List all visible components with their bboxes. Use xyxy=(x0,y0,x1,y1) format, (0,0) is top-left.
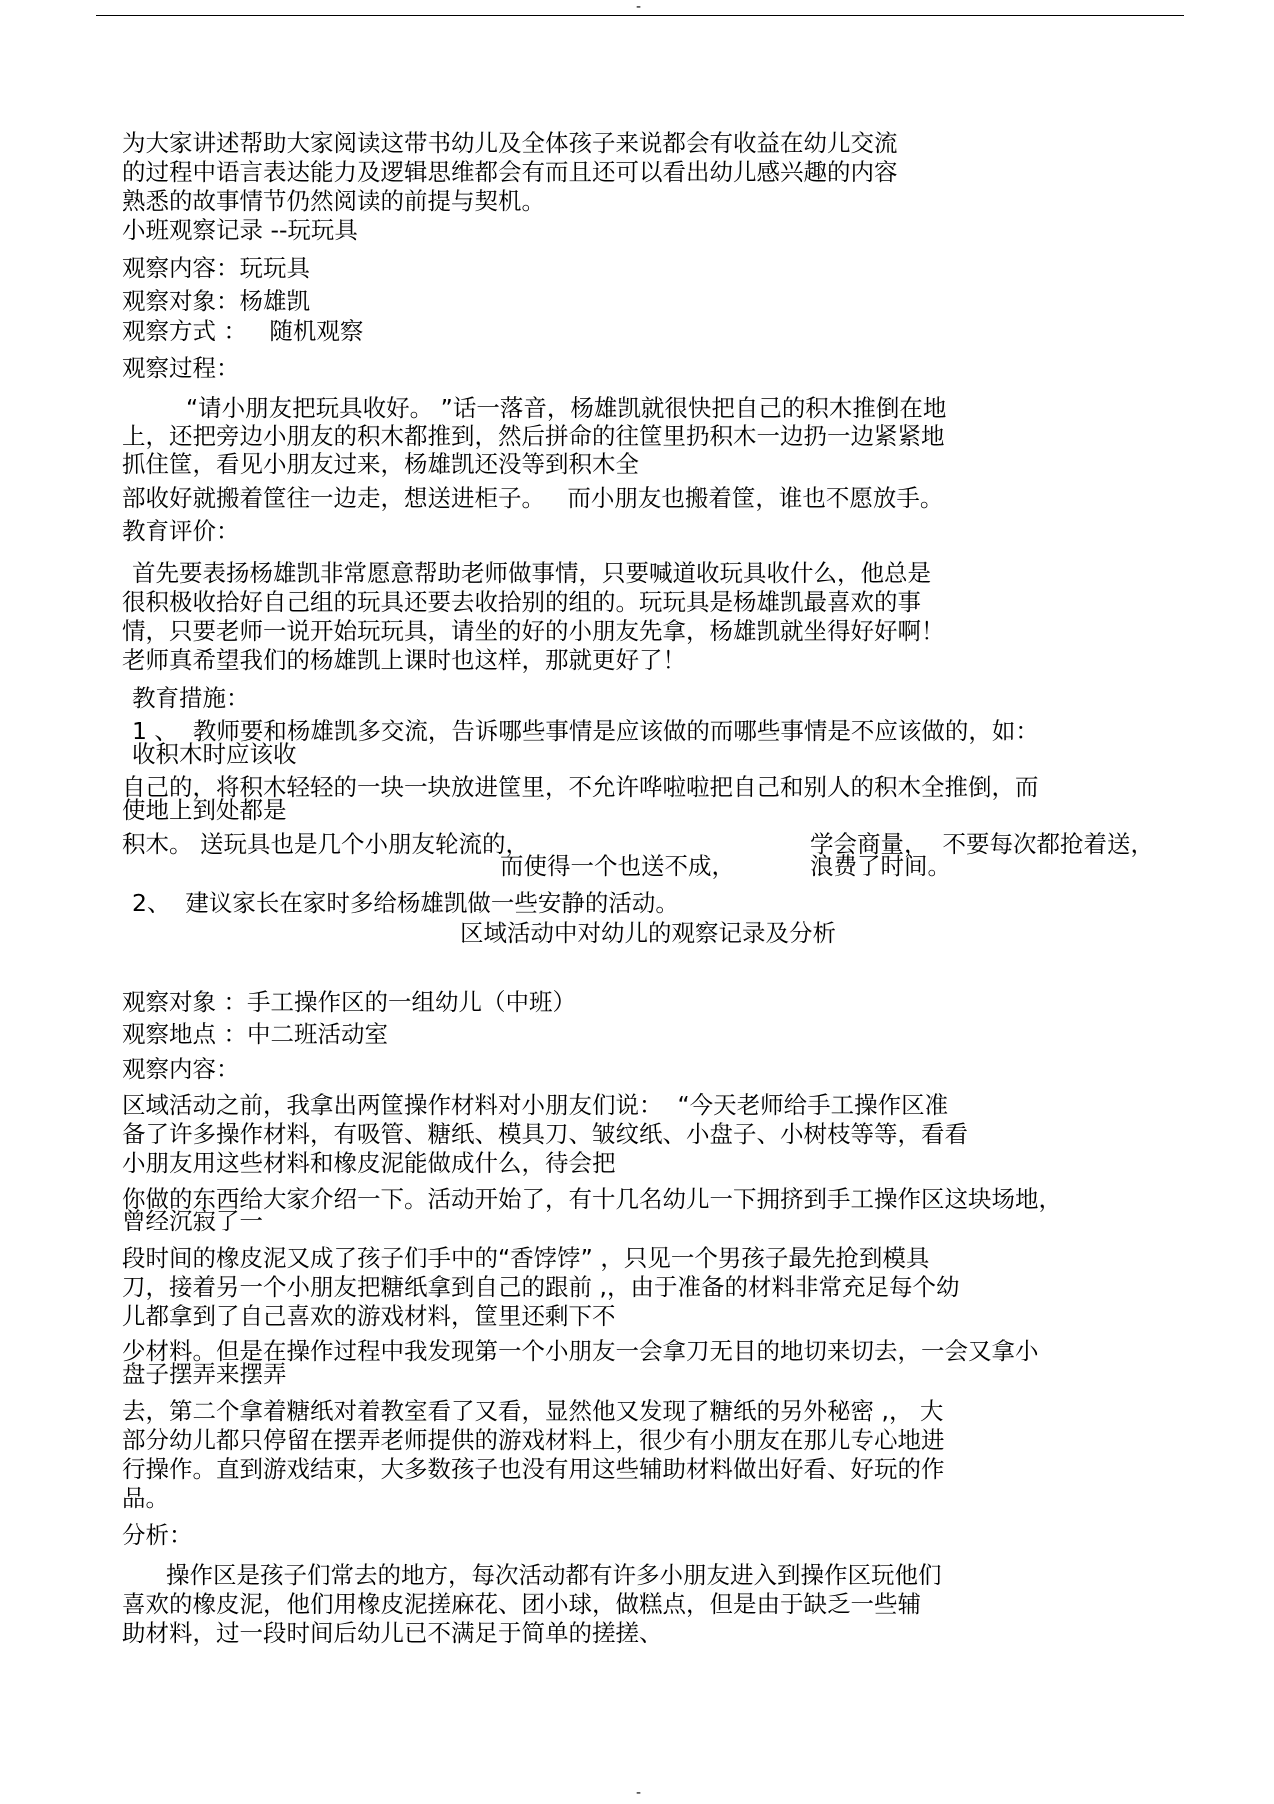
text-line: 浪费了时间。 xyxy=(810,852,951,880)
text-line: 喜欢的橡皮泥，他们用橡皮泥搓麻花、团小球，做糕点，但是由于缺乏一些辅 xyxy=(122,1590,921,1618)
text-line: 曾经沉寂了一 xyxy=(122,1207,263,1235)
text-line: 而使得一个也送不成， xyxy=(500,852,735,880)
text-line: 助材料，过一段时间后幼儿已不满足于简单的搓搓、 xyxy=(122,1619,663,1647)
text-line: 情，只要老师一说开始玩玩具，请坐的好的小朋友先拿，杨雄凯就坐得好好啊！ xyxy=(122,617,945,645)
text-line: 备了许多操作材料，有吸管、糖纸、模具刀、皱纹纸、小盘子、小树枝等等，看看 xyxy=(122,1120,968,1148)
text-line: 分析： xyxy=(122,1521,193,1549)
text-line: 收积木时应该收 xyxy=(132,740,297,768)
text-line: 操作区是孩子们常去的地方，每次活动都有许多小朋友进入到操作区玩他们 xyxy=(166,1561,942,1589)
text-line: 上，还把旁边小朋友的积木都推到，然后拼命的往筐里扔积木一边扔一边紧紧地 xyxy=(122,422,945,450)
text-line: 观察方式 ： 随机观察 xyxy=(122,317,364,345)
text-line: 观察对象：杨雄凯 xyxy=(122,287,310,315)
text-line: 观察地点 ：中二班活动室 xyxy=(122,1020,388,1048)
text-line: 老师真希望我们的杨雄凯上课时也这样，那就更好了！ xyxy=(122,646,686,674)
text-line: 部收好就搬着筐往一边走，想送进柜子。 而小朋友也搬着筐，谁也不愿放手。 xyxy=(122,484,944,512)
text-line: 儿都拿到了自己喜欢的游戏材料，筐里还剩下不 xyxy=(122,1302,616,1330)
text-line: 熟悉的故事情节仍然阅读的前提与契机。 xyxy=(122,187,545,215)
text-line: 品。 xyxy=(122,1484,169,1512)
text-line: 部分幼儿都只停留在摆弄老师提供的游戏材料上，很少有小朋友在那儿专心地进 xyxy=(122,1426,945,1454)
text-line: 观察内容：玩玩具 xyxy=(122,254,310,282)
text-line: 教育评价： xyxy=(122,517,240,545)
text-line: 教育措施： xyxy=(132,684,250,712)
text-line: 行操作。直到游戏结束，大多数孩子也没有用这些辅助材料做出好看、好玩的作 xyxy=(122,1455,945,1483)
text-line: 小朋友用这些材料和橡皮泥能做成什么，待会把 xyxy=(122,1149,616,1177)
text-line: 抓住筐，看见小朋友过来，杨雄凯还没等到积木全 xyxy=(122,450,639,478)
header-rule xyxy=(96,15,1184,16)
text-line: 观察过程： xyxy=(122,354,240,382)
text-line: 你做的东西给大家介绍一下。活动开始了，有十几名幼儿一下拥挤到手工操作区这块场地， xyxy=(122,1185,1062,1213)
text-line: 自己的，将积木轻轻的一块一块放进筐里，不允许哗啦啦把自己和别人的积木全推倒，而 xyxy=(122,773,1039,801)
text-line: 观察对象 ：手工操作区的一组幼儿（中班） xyxy=(122,988,576,1016)
text-line: 刀，接着另一个小朋友把糖纸拿到自己的跟前 ,，由于准备的材料非常充足每个幼 xyxy=(122,1273,960,1301)
text-line: 少材料。但是在操作过程中我发现第一个小朋友一会拿刀无目的地切来切去，一会又拿小 xyxy=(122,1337,1039,1365)
text-line: “请小朋友把玩具收好。 ”话一落音，杨雄凯就很快把自己的积木推倒在地 xyxy=(186,394,947,422)
text-line: 学会商量， 不要每次都抢着送， xyxy=(810,830,1154,858)
section-title: 小班观察记录 --玩玩具 xyxy=(122,216,358,244)
text-line: 段时间的橡皮泥又成了孩子们手中的“香饽饽” ，只见一个男孩子最先抢到模具 xyxy=(122,1244,930,1272)
text-line: 的过程中语言表达能力及逻辑思维都会有而且还可以看出幼儿感兴趣的内容 xyxy=(122,158,898,186)
text-line: 为大家讲述帮助大家阅读这带书幼儿及全体孩子来说都会有收益在幼儿交流 xyxy=(122,129,898,157)
header-mark: - xyxy=(636,0,642,15)
text-line: 很积极收拾好自己组的玩具还要去收拾别的组的。玩玩具是杨雄凯最喜欢的事 xyxy=(122,588,921,616)
footer-mark: - xyxy=(636,1785,642,1801)
text-line: 区域活动之前，我拿出两筐操作材料对小朋友们说： “今天老师给手工操作区准 xyxy=(122,1091,949,1119)
text-line: 盘子摆弄来摆弄 xyxy=(122,1360,287,1388)
text-line: 积木。 送玩具也是几个小朋友轮流的， xyxy=(122,830,529,858)
text-line: 2、 建议家长在家时多给杨雄凯做一些安静的活动。 xyxy=(132,889,679,917)
section-title: 区域活动中对幼儿的观察记录及分析 xyxy=(460,919,836,947)
text-line: 使地上到处都是 xyxy=(122,796,287,824)
text-line: 去，第二个拿着糖纸对着教室看了又看，显然他又发现了糖纸的另外秘密 ,， 大 xyxy=(122,1397,944,1425)
text-line: 1 、 教师要和杨雄凯多交流，告诉哪些事情是应该做的而哪些事情是不应该做的，如： xyxy=(132,717,1039,745)
text-line: 首先要表扬杨雄凯非常愿意帮助老师做事情，只要喊道收玩具收什么，他总是 xyxy=(132,559,931,587)
text-line: 观察内容： xyxy=(122,1055,240,1083)
